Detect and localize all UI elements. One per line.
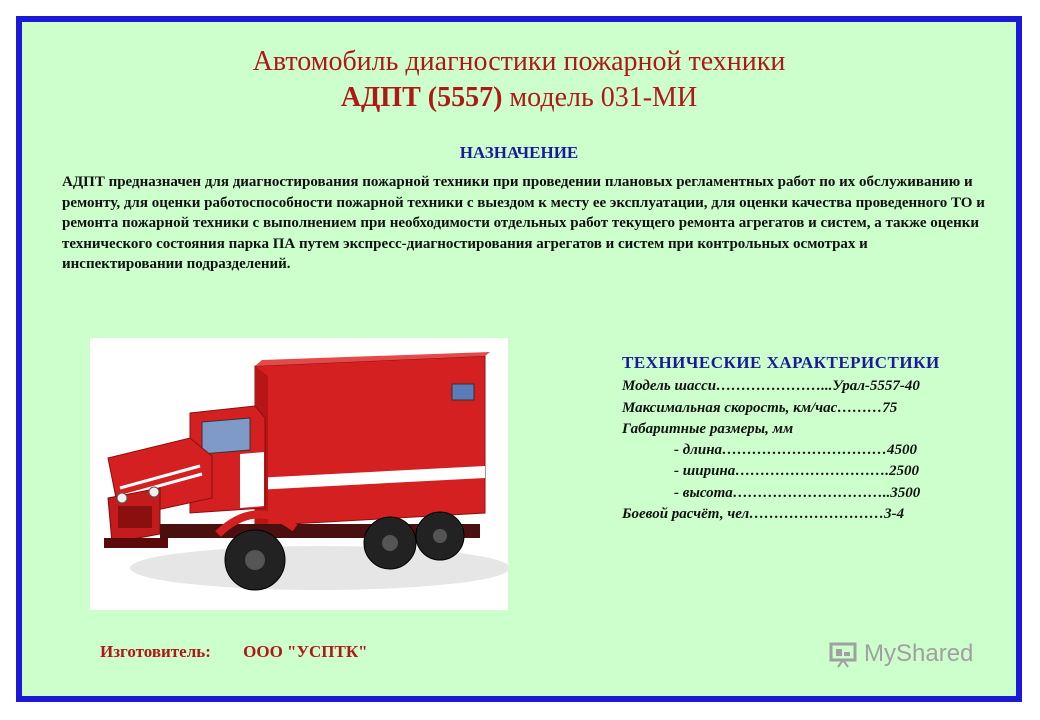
projector-icon	[828, 640, 858, 668]
truck-photo	[90, 338, 508, 610]
purpose-heading: НАЗНАЧЕНИЕ	[459, 143, 579, 162]
title-line-1: Автомобиль диагностики пожарной техники	[252, 46, 786, 77]
spec-row: Модель шасси…………………...Урал-5557-40	[622, 378, 920, 395]
spec-row: - высота…………………………..3500	[674, 484, 921, 501]
truck-illustration	[90, 338, 508, 610]
slide-title	[22, 44, 1016, 116]
manufacturer	[100, 642, 368, 662]
specs-block	[622, 352, 1014, 525]
slide	[16, 16, 1022, 702]
title-model-name: модель 031-МИ	[502, 82, 698, 113]
watermark	[828, 640, 973, 668]
spec-row: Максимальная скорость, км/час………75	[622, 399, 898, 416]
spec-row: - длина……………………………4500	[674, 442, 918, 459]
spec-row: - ширина………………………….2500	[674, 463, 920, 480]
purpose-text: АДПТ предназначен для диагностирования пожарной техники при проведении плановых регламентных работ по их обслуживанию и ремонту, для оценки работоспособности пожарной техники с выездом к месту ее эксплуатации, для оценки качества проведенного ТО и ремонта пожарной техники с выполнением при необходимости отдельных работ текущего ремонта агрегатов и систем, а также оценки технического состояния парка ПА путем экспресс-диагностирования агрегатов и систем при контрольных осмотрах и инспектировании подразделений.	[62, 174, 985, 272]
title-line-2	[22, 80, 1016, 116]
manufacturer-name: ООО "УСПТК"	[243, 642, 368, 661]
spec-row: Габаритные размеры, мм	[622, 420, 794, 437]
watermark-text: MyShared	[864, 640, 974, 667]
manufacturer-label: Изготовитель:	[100, 642, 211, 661]
specs-heading: ТЕХНИЧЕСКИЕ ХАРАКТЕРИСТИКИ	[622, 353, 940, 372]
title-model-code: АДПТ (5557)	[340, 82, 503, 113]
spec-row: Боевой расчёт, чел………………………3-4	[622, 506, 905, 523]
